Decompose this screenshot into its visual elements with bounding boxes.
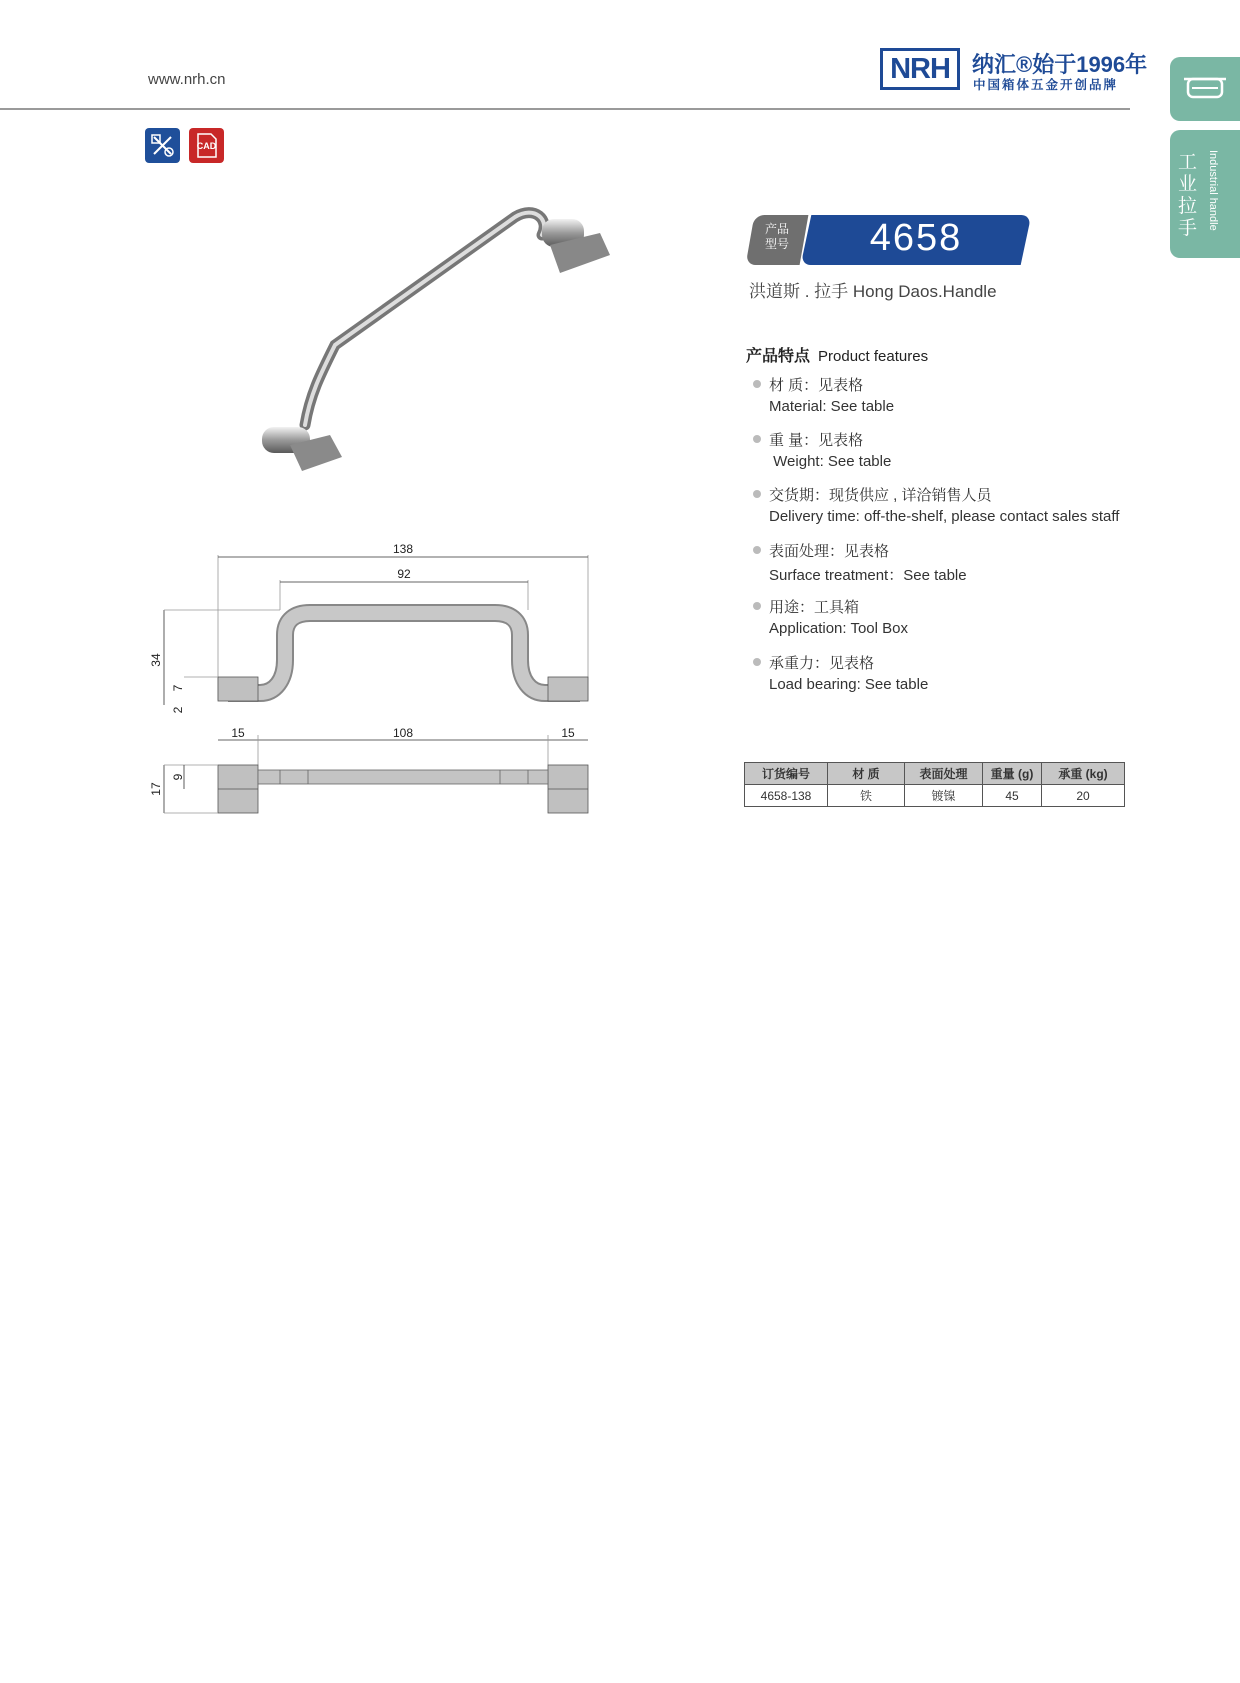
product-subtitle: 洪道斯 . 拉手 Hong Daos.Handle: [749, 282, 997, 301]
cell-load: 20: [1042, 785, 1125, 807]
bullet-icon: [753, 490, 761, 498]
dim-inner-width: 92: [397, 567, 411, 581]
cell-weight: 45: [983, 785, 1042, 807]
bullet-icon: [753, 658, 761, 666]
model-number: 4658: [869, 217, 963, 259]
model-label-text: 产品 型号: [764, 222, 789, 251]
category-label-en: Industrial handle: [1207, 150, 1219, 231]
brand-tagline: 中国箱体五金开创品牌: [973, 78, 1119, 92]
col-weight: 重量 (g): [983, 763, 1042, 785]
dim-right-foot: 15: [561, 726, 575, 740]
col-material: 材 质: [828, 763, 905, 785]
features-heading-en: Product features: [818, 348, 929, 365]
feature-en: Surface treatment：See table: [769, 567, 967, 584]
cell-order-no: 4658-138: [745, 785, 828, 807]
site-url[interactable]: www.nrh.cn: [148, 71, 226, 88]
handle-icon: [1170, 57, 1240, 121]
feature-cn: 重 量：见表格: [769, 432, 864, 449]
spec-table: [744, 762, 1125, 807]
drawing-tool-icon[interactable]: [145, 128, 180, 163]
features-heading-cn: 产品特点: [746, 348, 811, 365]
category-label-cn: 工业拉手: [1178, 152, 1198, 239]
feature-cn: 承重力：见表格: [769, 655, 875, 672]
bullet-icon: [753, 602, 761, 610]
dim-height: 34: [149, 653, 163, 667]
category-label-en-wrap: [1205, 150, 1219, 250]
dim-depth: 17: [149, 782, 163, 796]
feature-en: Load bearing: See table: [769, 676, 929, 693]
feature-cn: 交货期：现货供应 , 详洽销售人员: [769, 487, 992, 504]
feature-cn: 表面处理：见表格: [769, 543, 890, 560]
cad-file-icon[interactable]: [189, 128, 224, 163]
cad-label: CAD: [196, 141, 217, 151]
dim-left-foot: 15: [231, 726, 245, 740]
col-order-no: 订货编号: [745, 763, 828, 785]
feature-en: Delivery time: off-the-shelf, please contact sales staff: [769, 508, 1120, 525]
bullet-icon: [753, 380, 761, 388]
product-photo: [250, 195, 630, 495]
dim-mid-span: 108: [392, 726, 414, 740]
brand-slogan: 纳汇®始于1996年: [972, 52, 1148, 77]
table-row: [745, 785, 1125, 807]
col-finish: 表面处理: [905, 763, 983, 785]
col-load: 承重 (kg): [1042, 763, 1125, 785]
features-heading: [746, 343, 928, 366]
cell-finish: 镀镍: [905, 785, 983, 807]
brand-logo: NRH: [880, 48, 960, 90]
side-tab-icon[interactable]: [1170, 57, 1240, 121]
bullet-icon: [753, 546, 761, 554]
dim-foot: 7: [171, 684, 185, 692]
feature-cn: 用途：工具箱: [769, 599, 860, 616]
dim-depth-inner: 9: [171, 773, 185, 781]
bullet-icon: [753, 435, 761, 443]
header-divider: [0, 108, 1130, 110]
technical-drawing: [140, 530, 610, 820]
table-header-row: [745, 763, 1125, 785]
feature-cn: 材 质：见表格: [769, 377, 864, 394]
dim-total-width: 138: [392, 542, 414, 556]
feature-en: Application: Tool Box: [769, 620, 908, 637]
feature-en: Weight: See table: [769, 453, 892, 470]
dim-base: 2: [171, 706, 185, 714]
cell-material: 铁: [828, 785, 905, 807]
feature-en: Material: See table: [769, 398, 895, 415]
